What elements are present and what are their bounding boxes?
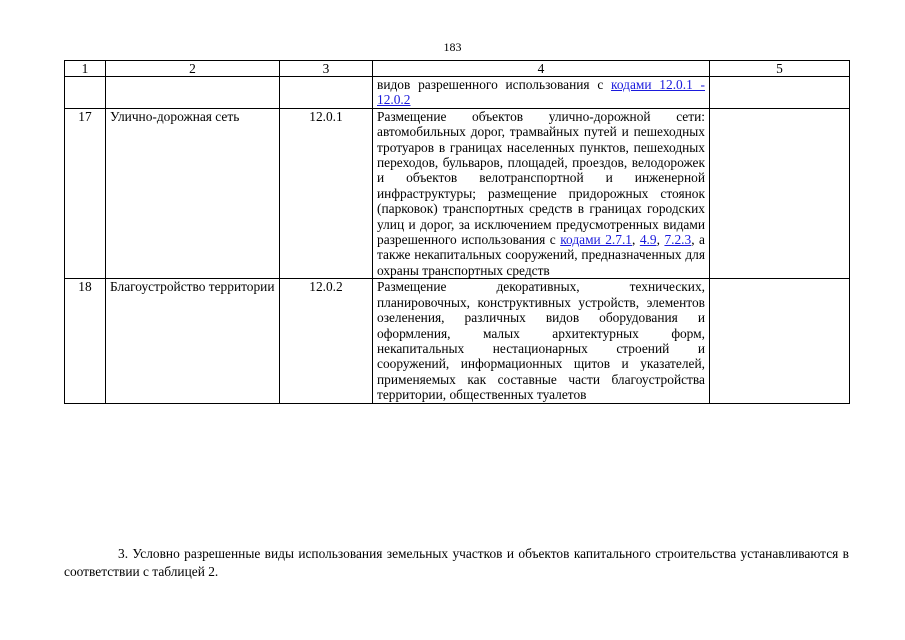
notes-cell	[710, 108, 850, 278]
description-cell: Размещение декоративных, технических, планировочных, конструктивных устройств, элементов озеленения, различных видов оборудования и оформления, малых архитектурных форм, некапитальных нестационарных строений и сооружений, информационных щитов и указателей, применяемых как составные части благоустройства территории, общественных туалетов	[373, 279, 710, 403]
table-row	[65, 108, 850, 278]
column-header: 4	[373, 61, 710, 77]
land-use-table	[64, 60, 850, 404]
table-header-row	[65, 61, 850, 77]
column-header: 2	[106, 61, 280, 77]
description-text: , а также некапитальных сооружений, предназначенных для охраны транспортных средств	[377, 232, 705, 278]
description-text: Размещение объектов улично-дорожной сети: автомобильных дорог, трамвайных путей и пешеходных тротуаров в границах населенных пунктов, пешеходных переходов, бульваров, площадей, проездов, велодорожек и объектов велотранспортной и инженерной инфраструктуры; размещение придорожных стоянок (парковок) транспортных средств в границах городских улиц и дорог, за исключением предусмотренных видами разрешенного использования с	[377, 108, 705, 248]
code-link[interactable]: 7.2.3	[664, 232, 692, 248]
description-cell	[373, 77, 710, 109]
column-header: 5	[710, 61, 850, 77]
use-type-name: Улично-дорожная сеть	[106, 108, 280, 278]
table-row-continued	[65, 77, 850, 109]
notes-cell	[710, 279, 850, 403]
description-cell: Размещение объектов улично-дорожной сети: автомобильных дорог, трамвайных путей и пешеходных тротуаров в границах населенных пунктов, пешеходных переходов, бульваров, площадей, проездов, велодорожек и объектов велотранспортной и инженерной инфраструктуры; размещение придорожных стоянок (парковок) транспортных средств в границах городских улиц и дорог, за исключением предусмотренных видами разрешенного использования с кодами 2.7.1, 4.9, 7.2.3, а также некапитальных сооружений, предназначенных для охраны транспортных средств	[373, 108, 710, 278]
use-type-name: Благоустройство территории	[106, 279, 280, 403]
row-number: 17	[65, 108, 106, 278]
code-link[interactable]: кодами 2.7.1	[560, 232, 632, 248]
column-header: 1	[65, 61, 106, 77]
table-row	[65, 279, 850, 403]
code-link[interactable]: 4.9	[639, 232, 657, 248]
footer-paragraph: 3. Условно разрешенные виды использования земельных участков и объектов капитального строительства устанавливаются в соответствии с таблицей 2.	[64, 546, 849, 579]
row-number: 18	[65, 279, 106, 403]
column-header: 3	[280, 61, 373, 77]
page-number: 183	[443, 40, 462, 54]
use-type-code: 12.0.1	[280, 108, 373, 278]
use-type-code: 12.0.2	[280, 279, 373, 403]
description-text: видов разрешенного использования с	[377, 77, 612, 92]
code-link[interactable]: кодами 12.0.1 - 12.0.2	[377, 77, 705, 108]
